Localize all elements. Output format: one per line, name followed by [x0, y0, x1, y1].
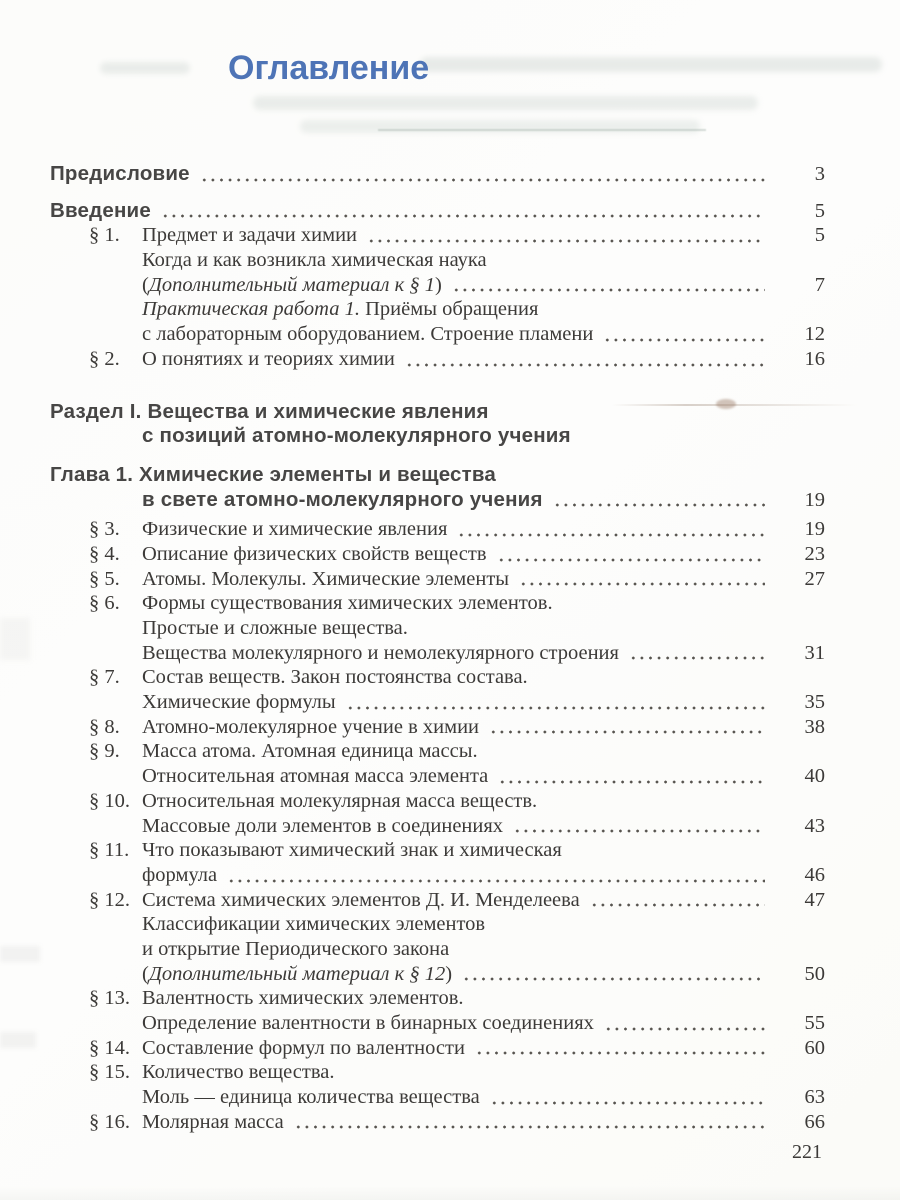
- text-segment: с лабораторным оборудованием. Строение пламени: [142, 323, 594, 346]
- dot-leader: [629, 641, 765, 666]
- scan-artifact: [0, 1032, 36, 1048]
- paragraph-label: § 5.: [89, 567, 120, 590]
- paragraph-label: § 6.: [89, 592, 120, 615]
- dot-leader: [519, 567, 765, 592]
- text-segment: ): [445, 962, 453, 985]
- entry-page-number: 12: [804, 323, 825, 346]
- entry-page-number: 16: [804, 347, 825, 370]
- page-title: Оглавление: [228, 49, 430, 87]
- entry-text: [142, 665, 528, 690]
- paragraph-label: § 11.: [89, 839, 130, 862]
- dot-leader: [346, 690, 765, 715]
- toc-entry: [50, 223, 825, 248]
- toc-entry: [50, 1036, 825, 1061]
- entry-text: [142, 297, 538, 322]
- entry-text: [142, 616, 408, 641]
- text-segment: Что показывают химический знак и химическая: [142, 839, 562, 862]
- toc-entry: [142, 641, 825, 666]
- entry-page-number: 43: [804, 814, 825, 837]
- dot-leader: [200, 162, 765, 187]
- toc-entry: [142, 764, 825, 789]
- paragraph-label: § 4.: [89, 542, 120, 565]
- text-segment: Когда и как возникла химическая наука: [142, 249, 487, 272]
- toc-entry: [50, 888, 825, 913]
- entry-text: [142, 937, 449, 962]
- text-segment: (: [142, 273, 149, 296]
- toc-entry: [50, 1110, 825, 1135]
- entry-text: [142, 1011, 594, 1036]
- paragraph-label: § 7.: [89, 666, 120, 689]
- toc-entry: [50, 463, 825, 488]
- page-footer-number: 221: [792, 1141, 822, 1163]
- toc-entry: [142, 1011, 825, 1036]
- paragraph-label: § 9.: [89, 740, 120, 763]
- dot-leader: [513, 814, 765, 839]
- toc-entry: [142, 297, 825, 322]
- dot-leader: [498, 764, 765, 789]
- toc-entry: [50, 591, 825, 616]
- toc-list: [50, 162, 825, 1134]
- paragraph-label: § 2.: [89, 347, 120, 370]
- toc-entry: [142, 273, 825, 298]
- entry-page-number: 40: [804, 765, 825, 788]
- entry-text: [142, 273, 442, 298]
- text-segment: Относительная молекулярная масса веществ.: [142, 789, 538, 812]
- entry-text: [142, 814, 503, 839]
- entry-text: [142, 347, 395, 372]
- toc-entry: [50, 542, 825, 567]
- text-segment: Валентность химических элементов.: [142, 987, 464, 1010]
- entry-text: [50, 463, 496, 488]
- toc-entry: [50, 517, 825, 542]
- text-segment: и открытие Периодического закона: [142, 937, 450, 960]
- dot-leader: [457, 517, 765, 542]
- toc-entry: [142, 814, 825, 839]
- entry-page-number: 46: [804, 863, 825, 886]
- toc-entry: [50, 739, 825, 764]
- dot-leader: [294, 1110, 765, 1135]
- toc-entry: [50, 567, 825, 592]
- text-segment: Предисловие: [50, 162, 190, 185]
- entry-text: [142, 567, 509, 592]
- toc-entry: [50, 400, 825, 425]
- text-segment: Относительная атомная масса элемента: [142, 765, 489, 788]
- text-segment: Атомы. Молекулы. Химические элементы: [142, 567, 510, 590]
- entry-text: [142, 739, 478, 764]
- entry-page-number: 60: [804, 1036, 825, 1059]
- entry-page-number: 38: [804, 715, 825, 738]
- entry-page-number: 19: [804, 488, 825, 511]
- dot-leader: [452, 273, 765, 298]
- entry-page-number: 23: [804, 542, 825, 565]
- entry-text: [142, 542, 487, 567]
- entry-page-number: 35: [804, 691, 825, 714]
- text-segment: Физические и химические явления: [142, 518, 448, 541]
- paragraph-label: § 12.: [89, 888, 130, 911]
- entry-page-number: 50: [804, 962, 825, 985]
- toc-entry: [50, 986, 825, 1011]
- toc-entry: [50, 665, 825, 690]
- text-segment: Массовые доли элементов в соединениях: [142, 814, 504, 837]
- toc-content: [50, 0, 825, 1134]
- text-segment: Простые и сложные вещества.: [142, 617, 408, 639]
- entry-page-number: 63: [804, 1086, 825, 1109]
- toc-entry: [142, 690, 825, 715]
- text-segment: Определение валентности в бинарных соединениях: [142, 1012, 594, 1034]
- entry-page-number: 31: [804, 641, 825, 664]
- text-segment: Классификации химических элементов: [142, 913, 486, 936]
- text-segment: Дополнительный материал к § 12: [148, 962, 446, 985]
- dot-leader: [553, 488, 765, 513]
- toc-entry: [50, 789, 825, 814]
- entry-text: [142, 986, 464, 1011]
- entry-page-number: 7: [814, 273, 825, 296]
- paragraph-label: § 1.: [89, 224, 120, 247]
- paragraph-label: § 10.: [89, 789, 130, 812]
- dot-leader: [603, 322, 765, 347]
- text-segment: с позиций атомно-молекулярного учения: [142, 424, 571, 448]
- toc-entry: [142, 248, 825, 273]
- paragraph-label: § 13.: [89, 987, 130, 1010]
- scan-artifact: [0, 946, 40, 962]
- entry-text: [142, 641, 619, 666]
- entry-text: [142, 1085, 480, 1110]
- toc-entry: [142, 937, 825, 962]
- entry-text: [142, 1060, 334, 1085]
- toc-entry: [50, 715, 825, 740]
- toc-entry: [50, 199, 825, 224]
- text-segment: Моль — единица количества вещества: [142, 1086, 480, 1109]
- dot-leader: [489, 715, 765, 740]
- paragraph-label: § 8.: [89, 715, 120, 738]
- text-segment: Система химических элементов Д. И. Менделеева: [142, 888, 580, 911]
- entry-text: [142, 789, 537, 814]
- toc-entry: [50, 1060, 825, 1085]
- entry-text: [142, 962, 452, 987]
- text-segment: ): [434, 273, 442, 296]
- toc-entry: [142, 1085, 825, 1110]
- dot-leader: [405, 347, 765, 372]
- entry-page-number: 66: [804, 1110, 825, 1133]
- dot-leader: [590, 888, 765, 913]
- entry-text: [50, 199, 151, 224]
- text-segment: Практическая работа 1.: [142, 298, 360, 321]
- toc-entry: [142, 912, 825, 937]
- entry-text: [142, 1110, 284, 1135]
- entry-text: [50, 400, 489, 425]
- entry-text: [142, 764, 488, 789]
- text-segment: Приёмы обращения: [359, 298, 539, 321]
- text-segment: Вещества молекулярного и немолекулярного строения: [142, 641, 619, 664]
- section-gap: [50, 372, 825, 400]
- text-segment: Глава 1. Химические элементы и вещества: [50, 462, 496, 486]
- scan-artifact: [0, 618, 30, 660]
- text-segment: Состав веществ. Закон постоянства состава.: [142, 666, 528, 689]
- text-segment: Масса атома. Атомная единица массы.: [142, 740, 478, 763]
- toc-entry: [142, 962, 825, 987]
- paragraph-label: § 14.: [89, 1036, 130, 1059]
- entry-page-number: 47: [804, 888, 825, 911]
- toc-entry: [142, 322, 825, 347]
- dot-leader: [475, 1036, 765, 1061]
- entry-text: [142, 248, 487, 273]
- entry-text: [142, 863, 217, 888]
- dot-leader: [604, 1011, 765, 1036]
- toc-entry: [50, 347, 825, 372]
- paragraph-label: § 3.: [89, 518, 120, 541]
- toc-entry: [142, 616, 825, 641]
- entry-page-number: 5: [814, 199, 825, 222]
- toc-entry: [50, 162, 825, 187]
- dot-leader: [227, 863, 765, 888]
- dot-leader: [497, 542, 765, 567]
- entry-page-number: 55: [804, 1012, 825, 1034]
- text-segment: Молярная масса: [142, 1110, 284, 1133]
- dot-leader: [462, 962, 765, 987]
- entry-page-number: 3: [814, 163, 825, 185]
- text-segment: Формы существования химических элементов.: [142, 592, 553, 615]
- entry-page-number: 19: [804, 518, 825, 541]
- entry-page-number: 27: [804, 567, 825, 590]
- toc-entry: [142, 424, 825, 449]
- dot-leader: [490, 1085, 765, 1110]
- toc-entry: [50, 838, 825, 863]
- text-segment: Атомно-молекулярное учение в химии: [142, 715, 480, 738]
- scan-artifact: [0, 1186, 900, 1200]
- text-segment: в свете атомно-молекулярного учения: [142, 487, 543, 511]
- entry-text: [142, 1036, 465, 1061]
- entry-text: [142, 715, 479, 740]
- text-segment: Количество вещества.: [142, 1061, 335, 1084]
- text-segment: формула: [142, 863, 218, 886]
- dot-leader: [367, 223, 765, 248]
- entry-text: [142, 912, 485, 937]
- text-segment: Предмет и задачи химии: [142, 224, 358, 247]
- toc-entry: [142, 863, 825, 888]
- paragraph-label: § 15.: [89, 1061, 130, 1084]
- entry-page-number: 5: [814, 224, 825, 247]
- entry-text: [142, 223, 357, 248]
- toc-entry: [142, 488, 825, 513]
- entry-text: [142, 424, 571, 449]
- entry-text: [142, 322, 593, 347]
- entry-text: [142, 838, 562, 863]
- entry-text: [142, 888, 580, 913]
- section-gap: [50, 187, 825, 199]
- text-segment: Дополнительный материал к § 1: [148, 273, 435, 296]
- entry-text: [142, 690, 336, 715]
- entry-text: [142, 591, 553, 616]
- text-segment: (: [142, 962, 149, 985]
- paragraph-label: § 16.: [89, 1110, 130, 1133]
- text-segment: Составление формул по валентности: [142, 1036, 465, 1059]
- text-segment: Раздел I. Вещества и химические явления: [50, 399, 489, 423]
- text-segment: Описание физических свойств веществ: [142, 542, 487, 565]
- section-gap: [50, 449, 825, 463]
- dot-leader: [161, 199, 765, 224]
- entry-text: [142, 517, 447, 542]
- entry-text: [142, 488, 543, 513]
- entry-text: [50, 162, 190, 187]
- text-segment: Химические формулы: [142, 691, 336, 714]
- text-segment: Введение: [50, 198, 151, 222]
- text-segment: О понятиях и теориях химии: [142, 347, 395, 370]
